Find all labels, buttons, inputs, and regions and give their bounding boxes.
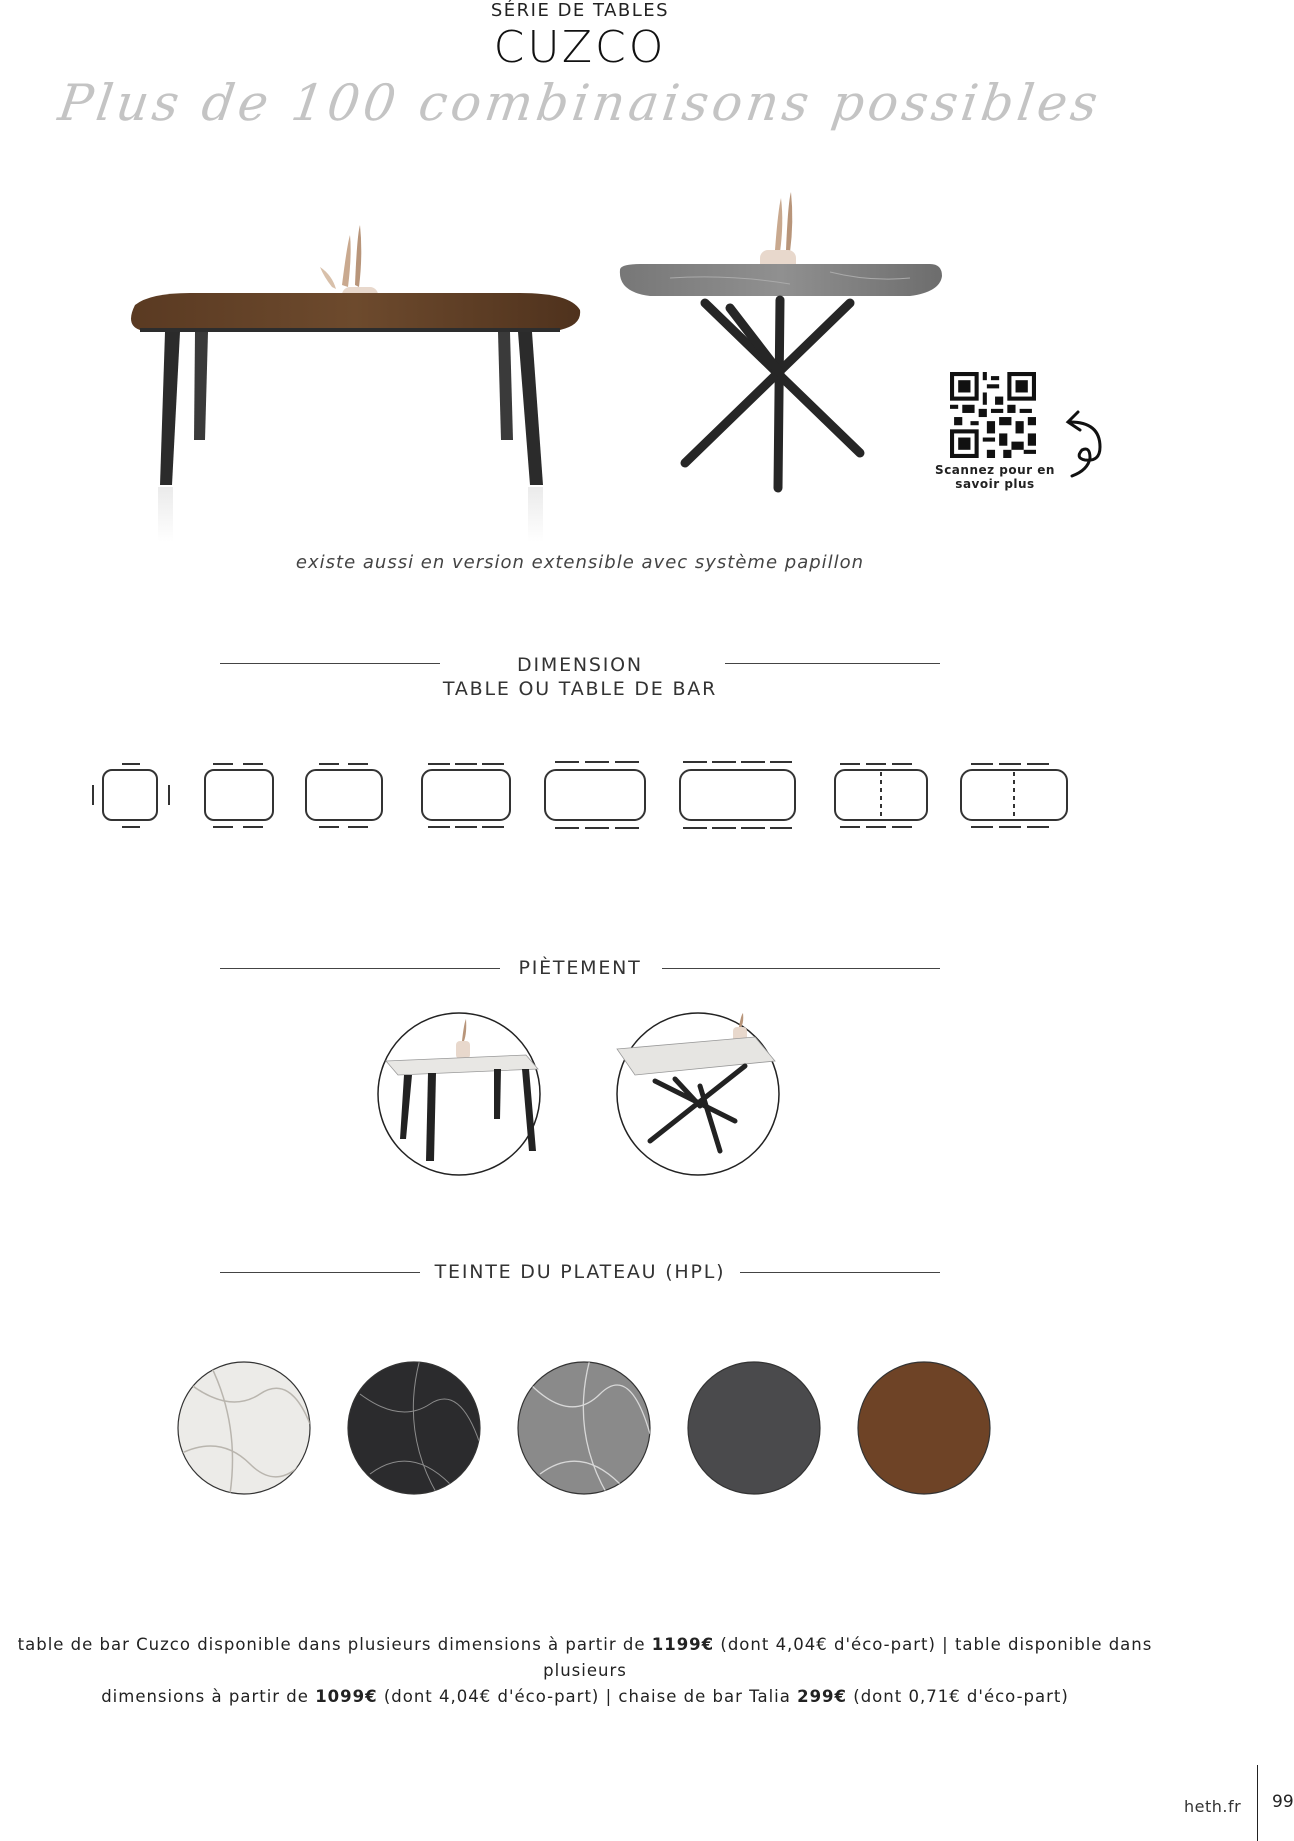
shape-rect-4-icon: [205, 764, 273, 827]
price-note-text: (dont 4,04€ d'éco-part) | chaise de bar Talia: [377, 1687, 798, 1706]
price-note-line1: [0, 1632, 1170, 1684]
price-note-text: (dont 0,71€ d'éco-part): [847, 1687, 1069, 1706]
right-table-image: [610, 188, 950, 508]
qr-caption-line1: Scannez pour en: [935, 463, 1055, 477]
price-note: [0, 1632, 1170, 1710]
price-note-text: table de bar Cuzco disponible dans plusieurs dimensions à partir de: [17, 1635, 652, 1654]
swatch-white-marble[interactable]: [178, 1362, 310, 1494]
shape-rect-8-icon: [680, 762, 795, 828]
swatch-rust-brown[interactable]: [858, 1362, 990, 1494]
dimension-shapes: [85, 755, 1085, 835]
shape-extendable-icon: [835, 764, 927, 827]
page-number: 99: [1272, 1792, 1294, 1812]
bar-table-price: 1199€: [651, 1635, 715, 1654]
shape-rect-4-wide-icon: [306, 764, 382, 827]
swatch-black-marble[interactable]: [348, 1359, 480, 1499]
price-note-text: (dont 4,04€ d'éco-part) | table disponible dans plusieurs: [543, 1635, 1153, 1680]
price-note-line2: [0, 1684, 1170, 1710]
page-title: CUZCO: [493, 22, 667, 73]
finish-swatches: [170, 1354, 1010, 1504]
legs-option-straight[interactable]: [376, 1011, 542, 1177]
legs-title: PIÈTEMENT: [518, 957, 642, 979]
left-table-image: [120, 215, 590, 545]
website-link[interactable]: heth.fr: [1184, 1797, 1242, 1816]
shape-rect-6-wide-icon: [545, 762, 645, 828]
footer-divider: [1257, 1765, 1258, 1841]
shape-square-icon: [93, 764, 169, 827]
table-price: 1099€: [315, 1687, 378, 1706]
dimension-title-line2: TABLE OU TABLE DE BAR: [442, 678, 718, 700]
curved-arrow-icon: [1060, 402, 1110, 482]
price-note-text: dimensions à partir de: [101, 1687, 316, 1706]
shape-rect-6-icon: [422, 764, 510, 827]
qr-caption: [930, 463, 1060, 491]
finish-title: TEINTE DU PLATEAU (HPL): [434, 1261, 726, 1283]
series-label: SÉRIE DE TABLES: [490, 0, 670, 21]
qr-code[interactable]: [950, 372, 1036, 458]
tagline: Plus de 100 combinaisons possibles: [54, 74, 1106, 132]
swatch-anthracite[interactable]: [688, 1362, 820, 1494]
swatch-grey-marble[interactable]: [518, 1359, 650, 1499]
qr-caption-line2: savoir plus: [955, 477, 1035, 491]
dimension-title-line1: DIMENSION: [517, 654, 643, 676]
chair-price: 299€: [797, 1687, 848, 1706]
shape-extendable-wide-icon: [961, 764, 1067, 827]
legs-option-spider[interactable]: [615, 1011, 781, 1177]
extension-note: existe aussi en version extensible avec système papillon: [295, 552, 865, 573]
